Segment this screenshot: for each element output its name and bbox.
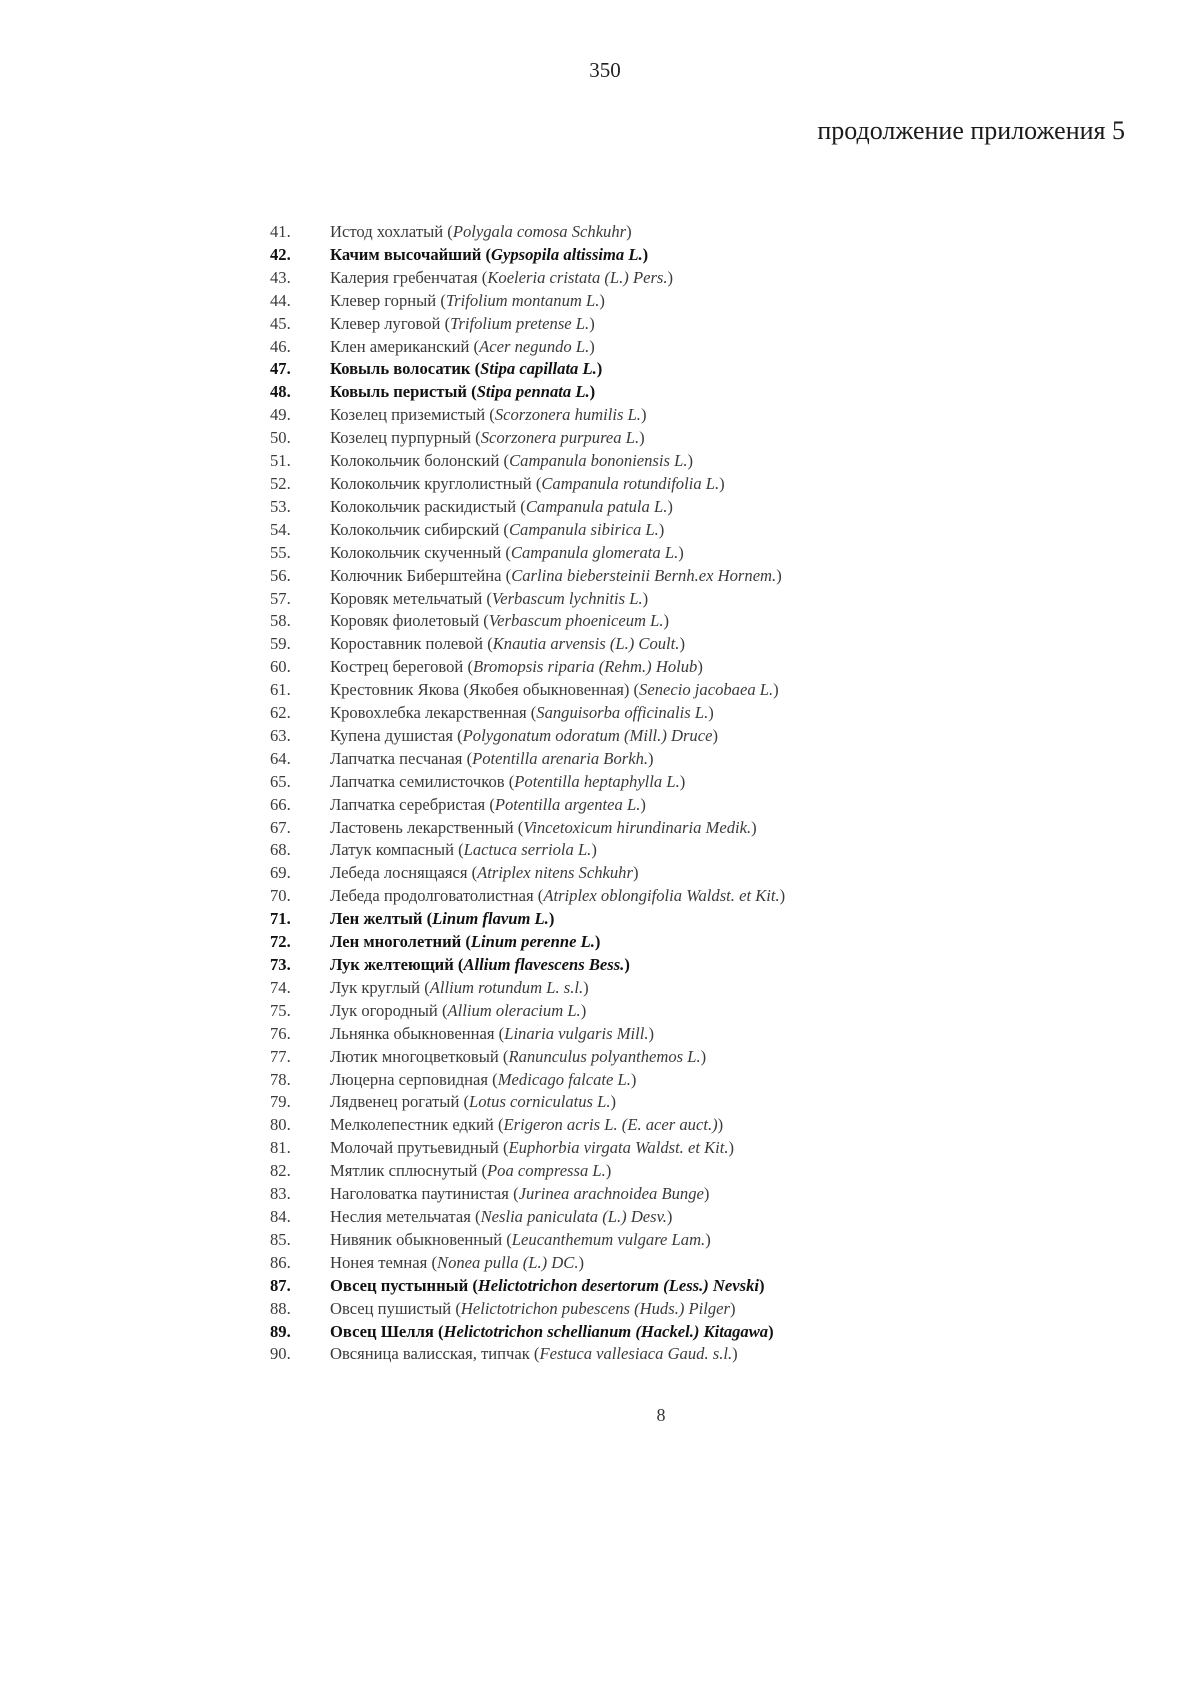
species-item: 58. Коровяк фиолетовый (Verbascum phoeniceum L.)	[270, 610, 1130, 633]
species-latin-name: Helictotrichon pubescens (Huds.) Pilger	[460, 1298, 730, 1318]
species-latin-name: Lactuca serriola L.	[463, 840, 592, 860]
species-item: 89. Овсец Шелля (Helictotrichon schellianum (Hackel.) Kitagawa)	[270, 1321, 1130, 1344]
species-latin-name: Campanula glomerata L.	[510, 542, 679, 562]
page-number: 350	[589, 58, 621, 82]
species-common-name: Мелколепестник едкий	[330, 1115, 494, 1135]
species-number: 44.	[270, 290, 291, 310]
species-number: 80.	[270, 1115, 291, 1135]
species-number: 66.	[270, 794, 291, 814]
species-number: 53.	[270, 496, 291, 516]
species-latin-name: Euphorbia virgata Waldst. et Kit.	[508, 1138, 729, 1158]
species-number: 48.	[270, 382, 291, 402]
species-common-name: Лебеда лоснящаяся	[330, 863, 468, 883]
species-item: 46. Клен американский (Acer negundo L.)	[270, 336, 1130, 359]
species-common-name: Коровяк метельчатый	[330, 588, 483, 608]
species-common-name: Лютик многоцветковый	[330, 1046, 499, 1066]
species-item: 42. Качим высочайший (Gypsopila altissima L.)	[270, 244, 1130, 267]
species-common-name: Нонея темная	[330, 1252, 428, 1272]
species-common-name: Мятлик сплюснутый	[330, 1161, 478, 1181]
species-item: 88. Овсец пушистый (Helictotrichon pubescens (Huds.) Pilger)	[270, 1298, 1130, 1321]
species-number: 90.	[270, 1344, 291, 1364]
species-item: 65. Лапчатка семилисточков (Potentilla heptaphylla L.)	[270, 771, 1130, 794]
species-item: 71. Лен желтый (Linum flavum L.)	[270, 908, 1130, 931]
species-common-name: Лук круглый	[330, 977, 421, 997]
species-item: 53. Колокольчик раскидистый (Campanula patula L.)	[270, 496, 1130, 519]
species-item: 90. Овсяница валисская, типчак (Festuca vallesiaca Gaud. s.l.)	[270, 1343, 1130, 1366]
species-latin-name: Linum flavum L.	[432, 909, 549, 929]
species-common-name: Колокольчик болонский	[330, 451, 500, 471]
species-number: 74.	[270, 977, 291, 997]
species-common-name: Колючник Биберштейна	[330, 565, 502, 585]
species-item: 80. Мелколепестник едкий (Erigeron acris L. (E. acer auct.))	[270, 1114, 1130, 1137]
appendix-title: продолжение приложения 5	[817, 116, 1125, 145]
species-item: 73. Лук желтеющий (Allium flavescens Bess.)	[270, 954, 1130, 977]
species-item: 64. Лапчатка песчаная (Potentilla arenaria Borkh.)	[270, 748, 1130, 771]
species-common-name: Кострец береговой	[330, 657, 464, 677]
species-item: 77. Лютик многоцветковый (Ranunculus polyanthemos L.)	[270, 1046, 1130, 1069]
species-common-name: Лебеда продолговатолистная	[330, 886, 534, 906]
species-common-name: Молочай прутьевидный	[330, 1138, 499, 1158]
species-common-name: Клевер горный	[330, 290, 437, 310]
species-number: 83.	[270, 1184, 291, 1204]
species-latin-name: Campanula bononiensis L.	[509, 451, 688, 471]
species-latin-name: Neslia paniculata (L.) Desv.	[480, 1206, 667, 1226]
species-latin-name: Leucanthemum vulgare Lam.	[511, 1229, 706, 1249]
species-latin-name: Polygala comosa Schkuhr	[452, 222, 627, 241]
species-item: 54. Колокольчик сибирский (Campanula sibirica L.)	[270, 519, 1130, 542]
species-number: 68.	[270, 840, 291, 860]
species-common-name: Люцерна серповидная	[330, 1069, 489, 1089]
species-item: 49. Козелец приземистый (Scorzonera humilis L.)	[270, 404, 1130, 427]
species-number: 70.	[270, 886, 291, 906]
species-number: 89.	[270, 1321, 291, 1341]
species-latin-name: Vincetoxicum hirundinaria Medik.	[523, 817, 752, 837]
species-item: 50. Козелец пурпурный (Scorzonera purpurea L.)	[270, 427, 1130, 450]
species-item: 78. Люцерна серповидная (Medicago falcate L.)	[270, 1069, 1130, 1092]
species-item: 83. Наголоватка паутинистая (Jurinea arachnoidea Bunge)	[270, 1183, 1130, 1206]
species-latin-name: Jurinea arachnoidea Bunge	[518, 1184, 704, 1204]
species-latin-name: Potentilla argentea L.	[494, 794, 641, 814]
species-number: 76.	[270, 1023, 291, 1043]
species-latin-name: Erigeron acris L. (E. acer auct.)	[503, 1115, 718, 1135]
species-number: 64.	[270, 748, 291, 768]
species-latin-name: Festuca vallesiaca Gaud. s.l.	[539, 1344, 733, 1364]
species-latin-name: Linum perenne L.	[470, 932, 595, 952]
species-item: 87. Овсец пустынный (Helictotrichon desertorum (Less.) Nevski)	[270, 1275, 1130, 1298]
species-item: 57. Коровяк метельчатый (Verbascum lychnitis L.)	[270, 588, 1130, 611]
species-item: 44. Клевер горный (Trifolium montanum L.)	[270, 290, 1130, 313]
species-number: 42.	[270, 244, 291, 264]
species-item: 72. Лен многолетний (Linum perenne L.)	[270, 931, 1130, 954]
species-common-name: Лапчатка песчаная	[330, 748, 463, 768]
species-item: 74. Лук круглый (Allium rotundum L. s.l.)	[270, 977, 1130, 1000]
species-latin-name: Bromopsis riparia (Rehm.) Holub	[473, 657, 698, 677]
species-common-name: Козелец приземистый	[330, 405, 486, 425]
species-number: 46.	[270, 336, 291, 356]
species-item: 75. Лук огородный (Allium oleracium L.)	[270, 1000, 1130, 1023]
species-common-name: Наголоватка паутинистая	[330, 1184, 509, 1204]
species-number: 72.	[270, 932, 291, 952]
species-number: 57.	[270, 588, 291, 608]
species-latin-name: Lotus corniculatus L.	[469, 1092, 611, 1112]
species-latin-name: Medicago falcate L.	[497, 1069, 631, 1089]
species-item: 63. Купена душистая (Polygonatum odoratum (Mill.) Druce)	[270, 725, 1130, 748]
species-number: 58.	[270, 611, 291, 631]
species-latin-name: Campanula patula L.	[525, 496, 668, 516]
species-common-name: Овсяница валисская, типчак	[330, 1344, 530, 1364]
species-number: 63.	[270, 725, 291, 745]
species-common-name: Латук компасный	[330, 840, 454, 860]
species-item: 69. Лебеда лоснящаяся (Atriplex nitens Schkuhr)	[270, 862, 1130, 885]
species-latin-name: Knautia arvensis (L.) Coult.	[492, 634, 680, 654]
species-latin-name: Allium oleracium L.	[447, 1000, 581, 1020]
species-item: 61. Крестовник Якова (Якобея обыкновенная) (Senecio jacobaea L.)	[270, 679, 1130, 702]
species-item: 85. Нивяник обыкновенный (Leucanthemum vulgare Lam.)	[270, 1229, 1130, 1252]
species-latin-name: Poa compressa L.	[487, 1161, 606, 1181]
species-number: 88.	[270, 1298, 291, 1318]
species-number: 81.	[270, 1138, 291, 1158]
species-item: 79. Лядвенец рогатый (Lotus corniculatus L.)	[270, 1091, 1130, 1114]
species-number: 56.	[270, 565, 291, 585]
species-common-name: Лен многолетний	[330, 932, 462, 952]
species-latin-name: Trifolium montanum L.	[445, 290, 600, 310]
species-latin-name: Potentilla heptaphylla L.	[514, 771, 680, 791]
species-common-name: Качим высочайший	[330, 244, 482, 264]
species-number: 51.	[270, 451, 291, 471]
species-latin-name: Stipa pennata L.	[476, 382, 590, 402]
species-item: 47. Ковыль волосатик (Stipa capillata L.)	[270, 358, 1130, 381]
species-latin-name: Helictotrichon desertorum (Less.) Nevski	[477, 1275, 760, 1295]
species-latin-name: Acer negundo L.	[479, 336, 590, 356]
species-latin-name: Potentilla arenaria Borkh.	[472, 748, 649, 768]
species-latin-name: Scorzonera purpurea L.	[480, 428, 640, 448]
species-common-name: Коровяк фиолетовый	[330, 611, 480, 631]
species-latin-name: Scorzonera humilis L.	[494, 405, 641, 425]
species-latin-name: Koeleria cristata (L.) Pers.	[487, 267, 668, 287]
species-item: 66. Лапчатка серебристая (Potentilla argentea L.)	[270, 794, 1130, 817]
species-common-name: Нивяник обыкновенный	[330, 1229, 503, 1249]
species-number: 54.	[270, 519, 291, 539]
species-item: 45. Клевер луговой (Trifolium pretense L.)	[270, 313, 1130, 336]
species-item: 43. Калерия гребенчатая (Koeleria cristata (L.) Pers.)	[270, 267, 1130, 290]
species-item: 41. Истод хохлатый (Polygala comosa Schkuhr)	[270, 221, 1130, 244]
species-item: 51. Колокольчик болонский (Campanula bononiensis L.)	[270, 450, 1130, 473]
footer-page-number: 8	[656, 1405, 666, 1425]
species-common-name: Лядвенец рогатый	[330, 1092, 460, 1112]
species-common-name: Ластовень лекарственный	[330, 817, 514, 837]
species-latin-name: Nonea pulla (L.) DC.	[437, 1252, 579, 1272]
species-common-name: Крестовник Якова (Якобея обыкновенная)	[330, 680, 630, 700]
species-number: 50.	[270, 428, 291, 448]
species-number: 61.	[270, 680, 291, 700]
species-number: 45.	[270, 313, 291, 333]
species-number: 78.	[270, 1069, 291, 1089]
species-common-name: Ковыль волосатик	[330, 359, 471, 379]
species-number: 71.	[270, 909, 291, 929]
species-common-name: Овсец пустынный	[330, 1275, 469, 1295]
species-common-name: Колокольчик раскидистый	[330, 496, 517, 516]
species-item: 76. Льнянка обыкновенная (Linaria vulgaris Mill.)	[270, 1023, 1130, 1046]
species-latin-name: Gypsopila altissima L.	[491, 244, 643, 264]
species-common-name: Истод хохлатый	[330, 222, 444, 241]
species-common-name: Овсец Шелля	[330, 1321, 434, 1341]
species-item: 52. Колокольчик круглолистный (Campanula rotundifolia L.)	[270, 473, 1130, 496]
species-common-name: Колокольчик скученный	[330, 542, 502, 562]
species-item: 86. Нонея темная (Nonea pulla (L.) DC.)	[270, 1252, 1130, 1275]
species-number: 41.	[270, 222, 291, 241]
species-common-name: Купена душистая	[330, 725, 453, 745]
species-item: 60. Кострец береговой (Bromopsis riparia (Rehm.) Holub)	[270, 656, 1130, 679]
species-list	[270, 221, 1130, 1366]
species-item: 67. Ластовень лекарственный (Vincetoxicum hirundinaria Medik.)	[270, 817, 1130, 840]
species-common-name: Лук желтеющий	[330, 955, 454, 974]
species-latin-name: Polygonatum odoratum (Mill.) Druce	[462, 725, 713, 745]
species-latin-name: Allium flavescens Bess.	[463, 955, 625, 974]
species-number: 65.	[270, 771, 291, 791]
species-latin-name: Helictotrichon schellianum (Hackel.) Kitagawa	[443, 1321, 769, 1341]
species-number: 73.	[270, 955, 291, 974]
species-common-name: Колокольчик круглолистный	[330, 473, 532, 493]
species-latin-name: Verbascum phoeniceum L.	[488, 611, 664, 631]
species-number: 47.	[270, 359, 291, 379]
species-latin-name: Campanula rotundifolia L.	[541, 473, 720, 493]
species-item: 82. Мятлик сплюснутый (Poa compressa L.)	[270, 1160, 1130, 1183]
species-number: 52.	[270, 473, 291, 493]
species-common-name: Ковыль перистый	[330, 382, 467, 402]
species-common-name: Лук огородный	[330, 1000, 438, 1020]
species-number: 87.	[270, 1275, 291, 1295]
species-common-name: Колокольчик сибирский	[330, 519, 500, 539]
species-common-name: Лапчатка серебристая	[330, 794, 486, 814]
species-common-name: Лапчатка семилисточков	[330, 771, 505, 791]
species-latin-name: Senecio jacobaea L.	[639, 680, 774, 700]
species-common-name: Льнянка обыкновенная	[330, 1023, 495, 1043]
species-common-name: Козелец пурпурный	[330, 428, 471, 448]
species-number: 86.	[270, 1252, 291, 1272]
species-item: 48. Ковыль перистый (Stipa pennata L.)	[270, 381, 1130, 404]
species-item: 55. Колокольчик скученный (Campanula glomerata L.)	[270, 542, 1130, 565]
species-latin-name: Atriplex nitens Schkuhr	[477, 863, 633, 883]
species-number: 84.	[270, 1206, 291, 1226]
species-number: 60.	[270, 657, 291, 677]
species-latin-name: Linaria vulgaris Mill.	[504, 1023, 649, 1043]
species-latin-name: Sanguisorba officinalis L.	[536, 703, 709, 723]
species-latin-name: Trifolium pretense L.	[450, 313, 590, 333]
species-common-name: Короставник полевой	[330, 634, 484, 654]
species-number: 79.	[270, 1092, 291, 1112]
species-number: 59.	[270, 634, 291, 654]
species-item: 81. Молочай прутьевидный (Euphorbia virgata Waldst. et Kit.)	[270, 1137, 1130, 1160]
species-number: 55.	[270, 542, 291, 562]
species-latin-name: Atriplex oblongifolia Waldst. et Kit.	[543, 886, 780, 906]
species-latin-name: Allium rotundum L. s.l.	[429, 977, 584, 997]
species-number: 43.	[270, 267, 291, 287]
species-item: 62. Кровохлебка лекарственная (Sanguisorba officinalis L.)	[270, 702, 1130, 725]
species-number: 75.	[270, 1000, 291, 1020]
species-latin-name: Stipa capillata L.	[480, 359, 597, 379]
species-latin-name: Ranunculus polyanthemos L.	[508, 1046, 701, 1066]
species-number: 62.	[270, 703, 291, 723]
species-number: 49.	[270, 405, 291, 425]
species-common-name: Кровохлебка лекарственная	[330, 703, 527, 723]
species-number: 67.	[270, 817, 291, 837]
species-latin-name: Campanula sibirica L.	[508, 519, 659, 539]
species-common-name: Овсец пушистый	[330, 1298, 452, 1318]
species-common-name: Клен американский	[330, 336, 470, 356]
species-common-name: Клевер луговой	[330, 313, 441, 333]
species-number: 69.	[270, 863, 291, 883]
species-common-name: Калерия гребенчатая	[330, 267, 478, 287]
species-number: 85.	[270, 1229, 291, 1249]
species-latin-name: Verbascum lychnitis L.	[491, 588, 643, 608]
species-latin-name: Carlina biebersteinii Bernh.ex Hornem.	[511, 565, 777, 585]
species-item: 56. Колючник Биберштейна (Carlina biebersteinii Bernh.ex Hornem.)	[270, 565, 1130, 588]
species-item: 68. Латук компасный (Lactuca serriola L.)	[270, 839, 1130, 862]
species-number: 82.	[270, 1161, 291, 1181]
species-item: 70. Лебеда продолговатолистная (Atriplex oblongifolia Waldst. et Kit.)	[270, 885, 1130, 908]
species-common-name: Лен желтый	[330, 909, 423, 929]
species-item: 84. Неслия метельчатая (Neslia paniculata (L.) Desv.)	[270, 1206, 1130, 1229]
species-item: 59. Короставник полевой (Knautia arvensis (L.) Coult.)	[270, 633, 1130, 656]
species-number: 77.	[270, 1046, 291, 1066]
species-common-name: Неслия метельчатая	[330, 1206, 471, 1226]
